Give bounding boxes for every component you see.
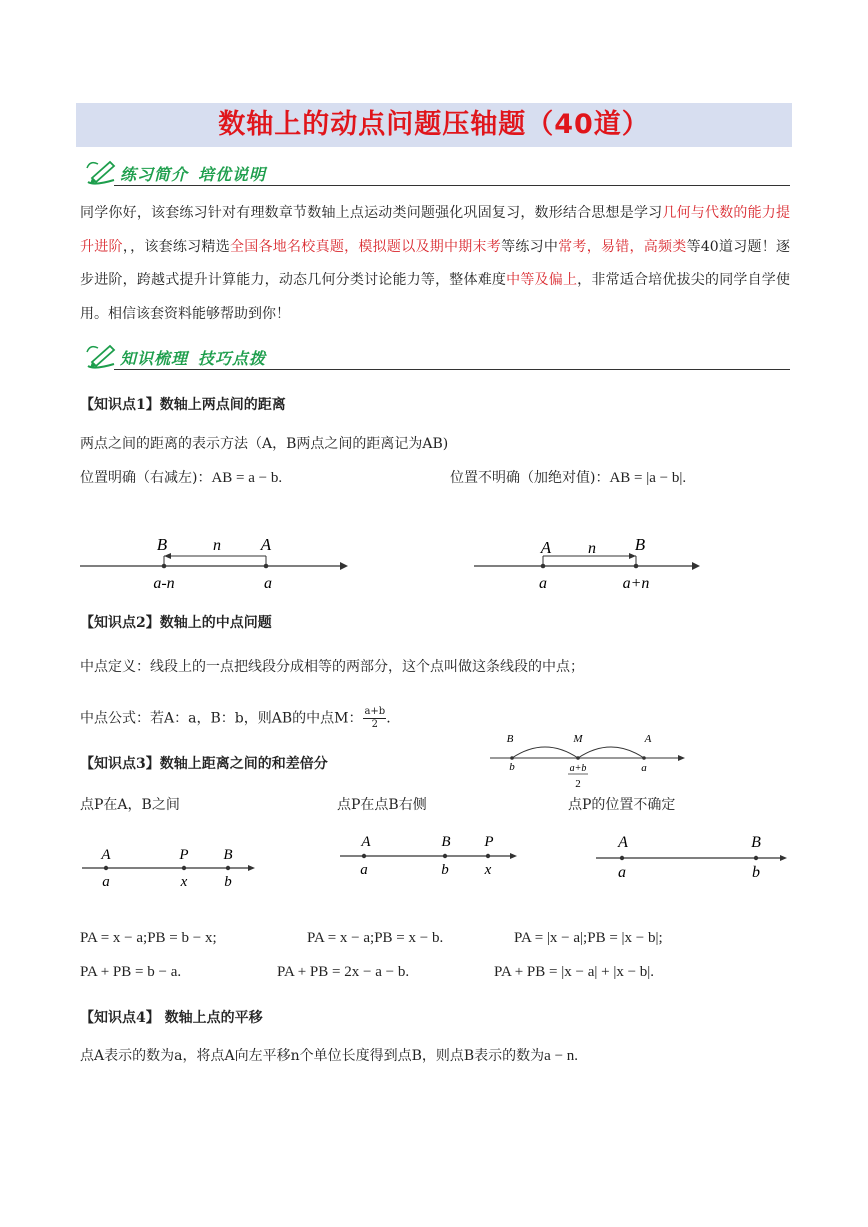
intro-highlight-4: 中等及偏上 [506,272,578,288]
section-heading-a: 知识梳理 [120,349,189,368]
intro-paragraph [80,197,790,331]
kp3-formula-2a: PA = x − a;PB = x − b. [307,930,444,946]
label-A: A [101,847,111,863]
midpoint-fraction [363,706,386,731]
kp4-text-line [80,1045,578,1065]
section-heading-a: 练习简介 [120,165,189,184]
label-B: B [223,847,233,863]
section-heading-b: 技巧点拨 [198,349,267,368]
label-B: B [441,834,451,850]
kp1-number-line-left [78,530,353,596]
intro-text-3: 等练习中 [501,238,559,255]
page-title: 数轴上的动点问题压轴题（40道） [218,109,650,140]
section-rule [114,369,790,370]
kp3-formula-3b: PA + PB = |x − a| + |x − b|. [494,964,655,980]
label-B: B [634,535,646,554]
kp4-formula: a − n. [544,1048,579,1064]
section-heading-knowledge [84,340,790,372]
intro-text-1: 同学你好，该套练习针对有理数章节数轴上点运动类问题强化巩固复习，数形结合思想是学习 [80,205,663,221]
label-b: b [509,761,515,773]
label-n: n [213,537,221,554]
label-a: a [264,575,272,592]
label-b: b [441,862,449,878]
fraction-denominator: 2 [371,719,379,730]
label-P: P [484,834,494,850]
intro-highlight-1: 几何与代数的能力提升进阶 [80,205,791,255]
label-x: x [484,862,492,878]
kp1-right-line [450,467,686,487]
label-n: n [588,540,596,557]
intro-text-5: ，非常适合培优拔尖的同学自学使用。相信该套资料能够帮助到你！ [80,272,791,322]
label-B: B [506,733,514,745]
kp3-number-line-2 [338,822,523,888]
fraction-numerator: a+b [364,706,386,717]
label-a: a [618,864,626,881]
kp3-title: 【知识点3】数轴上距离之间的和差倍分 [80,756,328,772]
kp1-left-prefix: 位置明确（右减左)： [80,470,212,486]
pencil-icon [84,340,120,372]
kp3-formula-3a: PA = |x − a|;PB = |x − b|; [514,930,663,946]
kp4-title: 【知识点4】 数轴上点的平移 [80,1010,263,1026]
intro-text-4: 等40道习题！逐步进阶，跨越式提升计算能力，动态几何分类讨论能力等，整体难度 [80,238,791,288]
kp1-number-line-right [472,530,707,596]
label-a: a [360,862,368,878]
label-x: x [180,874,188,890]
section-rule [114,185,790,186]
kp2-title: 【知识点2】数轴上的中点问题 [80,615,272,631]
kp3-number-line-3 [594,822,794,888]
kp1-left-formula: AB = a − b. [211,470,283,486]
label-b: b [752,864,760,881]
label-a-plus-b: a+b [569,763,587,774]
label-a: a [102,874,110,890]
kp1-title: 【知识点1】数轴上两点间的距离 [80,397,286,413]
kp1-left-line [80,467,282,487]
label-P: P [179,847,189,863]
label-M: M [573,733,583,745]
label-B: B [751,834,761,851]
intro-text-2: ，，该套练习精选 [122,238,230,255]
label-A: A [618,834,628,851]
intro-highlight-3: 常考，易错，高频类 [558,238,687,255]
kp2-midpoint-figure [488,728,693,794]
label-a: a [539,575,547,592]
kp1-desc: 两点之间的距离的表示方法（A，B两点之间的距离记为AB) [80,436,449,452]
label-B: B [156,535,168,554]
kp2-formula-line: 中点公式：若A：a，B：b，则AB的中点M： $\frac{a+b}{2}$ . [80,706,391,730]
kp3-number-line-1 [80,828,260,894]
kp1-right-formula: AB = |a − b|. [609,470,687,486]
kp2-formula-prefix: 中点公式：若A：a，B：b，则AB的中点M： [80,710,363,727]
label-A: A [361,834,371,850]
kp1-right-prefix: 位置不明确（加绝对值)： [450,470,610,486]
label-A: A [644,733,652,745]
intro-highlight-2: 全国各地名校真题，模拟题以及期中期末考 [229,238,502,255]
kp3-formula-1a: PA = x − a;PB = b − x; [80,930,217,946]
kp3-case3: 点P的位置不确定 [568,797,676,813]
kp3-formula-1b: PA + PB = b − a. [80,964,182,980]
kp3-case1: 点P在A，B之间 [80,797,180,813]
label-2: 2 [575,778,581,790]
label-A: A [260,535,272,554]
label-A: A [540,538,552,557]
kp4-text: 点A表示的数为a，将点A向左平移n个单位长度得到点B，则点B表示的数为 [80,1048,545,1064]
section-heading-intro [84,156,790,188]
pencil-icon [84,156,120,188]
kp3-formula-2b: PA + PB = 2x − a − b. [277,964,410,980]
kp3-case2: 点P在点B右侧 [337,797,427,813]
label-b: b [224,874,232,890]
label-a-minus-n: a-n [153,575,175,592]
label-a: a [641,762,647,774]
kp2-definition: 中点定义：线段上的一点把线段分成相等的两部分，这个点叫做这条线段的中点； [80,659,584,675]
label-a-plus-n: a+n [622,575,650,592]
section-heading-b: 培优说明 [198,165,267,184]
